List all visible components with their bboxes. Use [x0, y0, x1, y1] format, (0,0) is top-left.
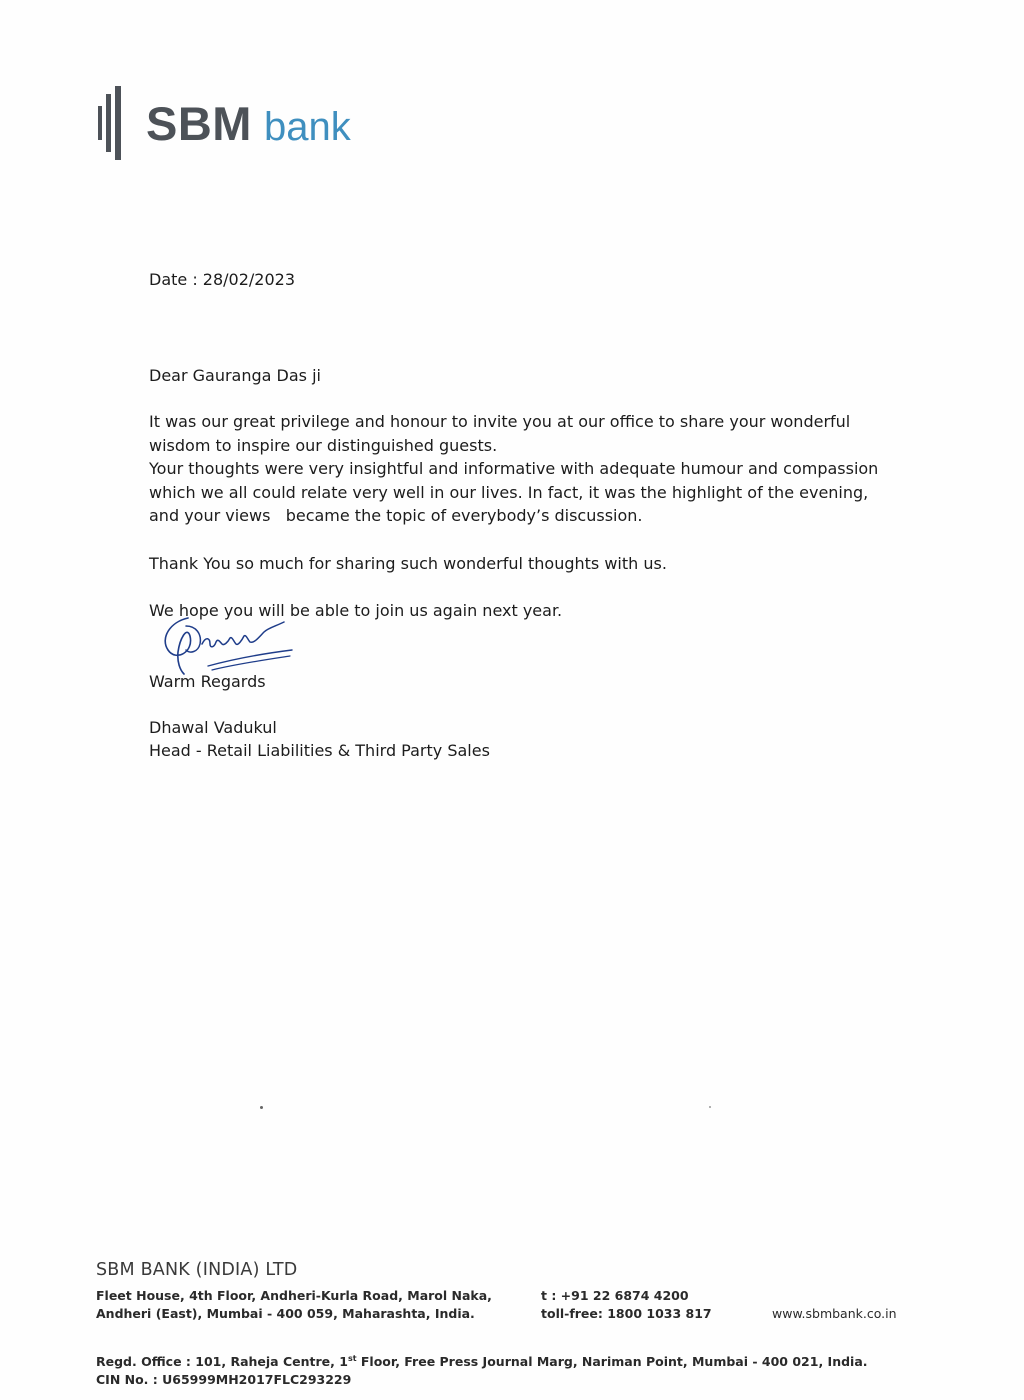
address-line: Fleet House, 4th Floor, Andheri-Kurla Road, Marol Naka, [96, 1288, 492, 1303]
logo-suffix-text: bank [263, 105, 351, 149]
regd-office-text-rest: Floor, Free Press Journal Marg, Nariman Point, Mumbai - 400 021, India. [356, 1354, 868, 1370]
regd-office-text: Regd. Office : 101, Raheja Centre, 1 [96, 1354, 348, 1370]
salutation: Dear Gauranga Das ji [149, 366, 321, 385]
letter-date: Date : 28/02/2023 [149, 270, 296, 289]
regd-office-sup: st [347, 1354, 357, 1363]
footer-website: www.sbmbank.co.in [772, 1306, 897, 1321]
signer-name: Dhawal Vadukul [149, 718, 277, 737]
main-paragraph [149, 410, 909, 528]
thanks-line: Thank You so much for sharing such wonderful thoughts with us. [149, 554, 667, 573]
footer-phones [541, 1287, 741, 1323]
footer-address [96, 1287, 516, 1323]
cin-number: CIN No. : U65999MH2017FLC293229 [96, 1372, 352, 1388]
footer-registered-office [96, 1350, 956, 1389]
scan-speck [260, 1106, 263, 1109]
toll-free-number: toll-free: 1800 1033 817 [541, 1306, 712, 1321]
paragraph-line: and your views became the topic of everybody’s discussion. [149, 506, 643, 525]
footer-company-name: SBM BANK (INDIA) LTD [96, 1260, 298, 1280]
signer-title: Head - Retail Liabilities & Third Party Sales [149, 741, 490, 760]
address-line: Andheri (East), Mumbai - 400 059, Maharashta, India. [96, 1306, 475, 1321]
hope-line: We hope you will be able to join us again next year. [149, 601, 563, 620]
handwritten-signature [150, 608, 300, 688]
phone-number: t : +91 22 6874 4200 [541, 1288, 689, 1303]
paragraph-line: which we all could relate very well in our lives. In fact, it was the highlight of the evening, [149, 482, 869, 502]
closing: Warm Regards [149, 672, 266, 691]
sbm-bank-logo [98, 84, 351, 162]
logo-brand-text: SBM [146, 96, 252, 150]
regd-office-line [96, 1350, 956, 1371]
paragraph-line: Your thoughts were very insightful and informative with adequate humour and compassion [149, 459, 879, 478]
sbm-logo-mark-icon [98, 86, 128, 160]
scan-speck [709, 1106, 711, 1108]
paragraph-line: wisdom to inspire our distinguished guests. [149, 435, 498, 455]
paragraph-line: It was our great privilege and honour to invite you at our office to share your wonderful [149, 412, 851, 431]
